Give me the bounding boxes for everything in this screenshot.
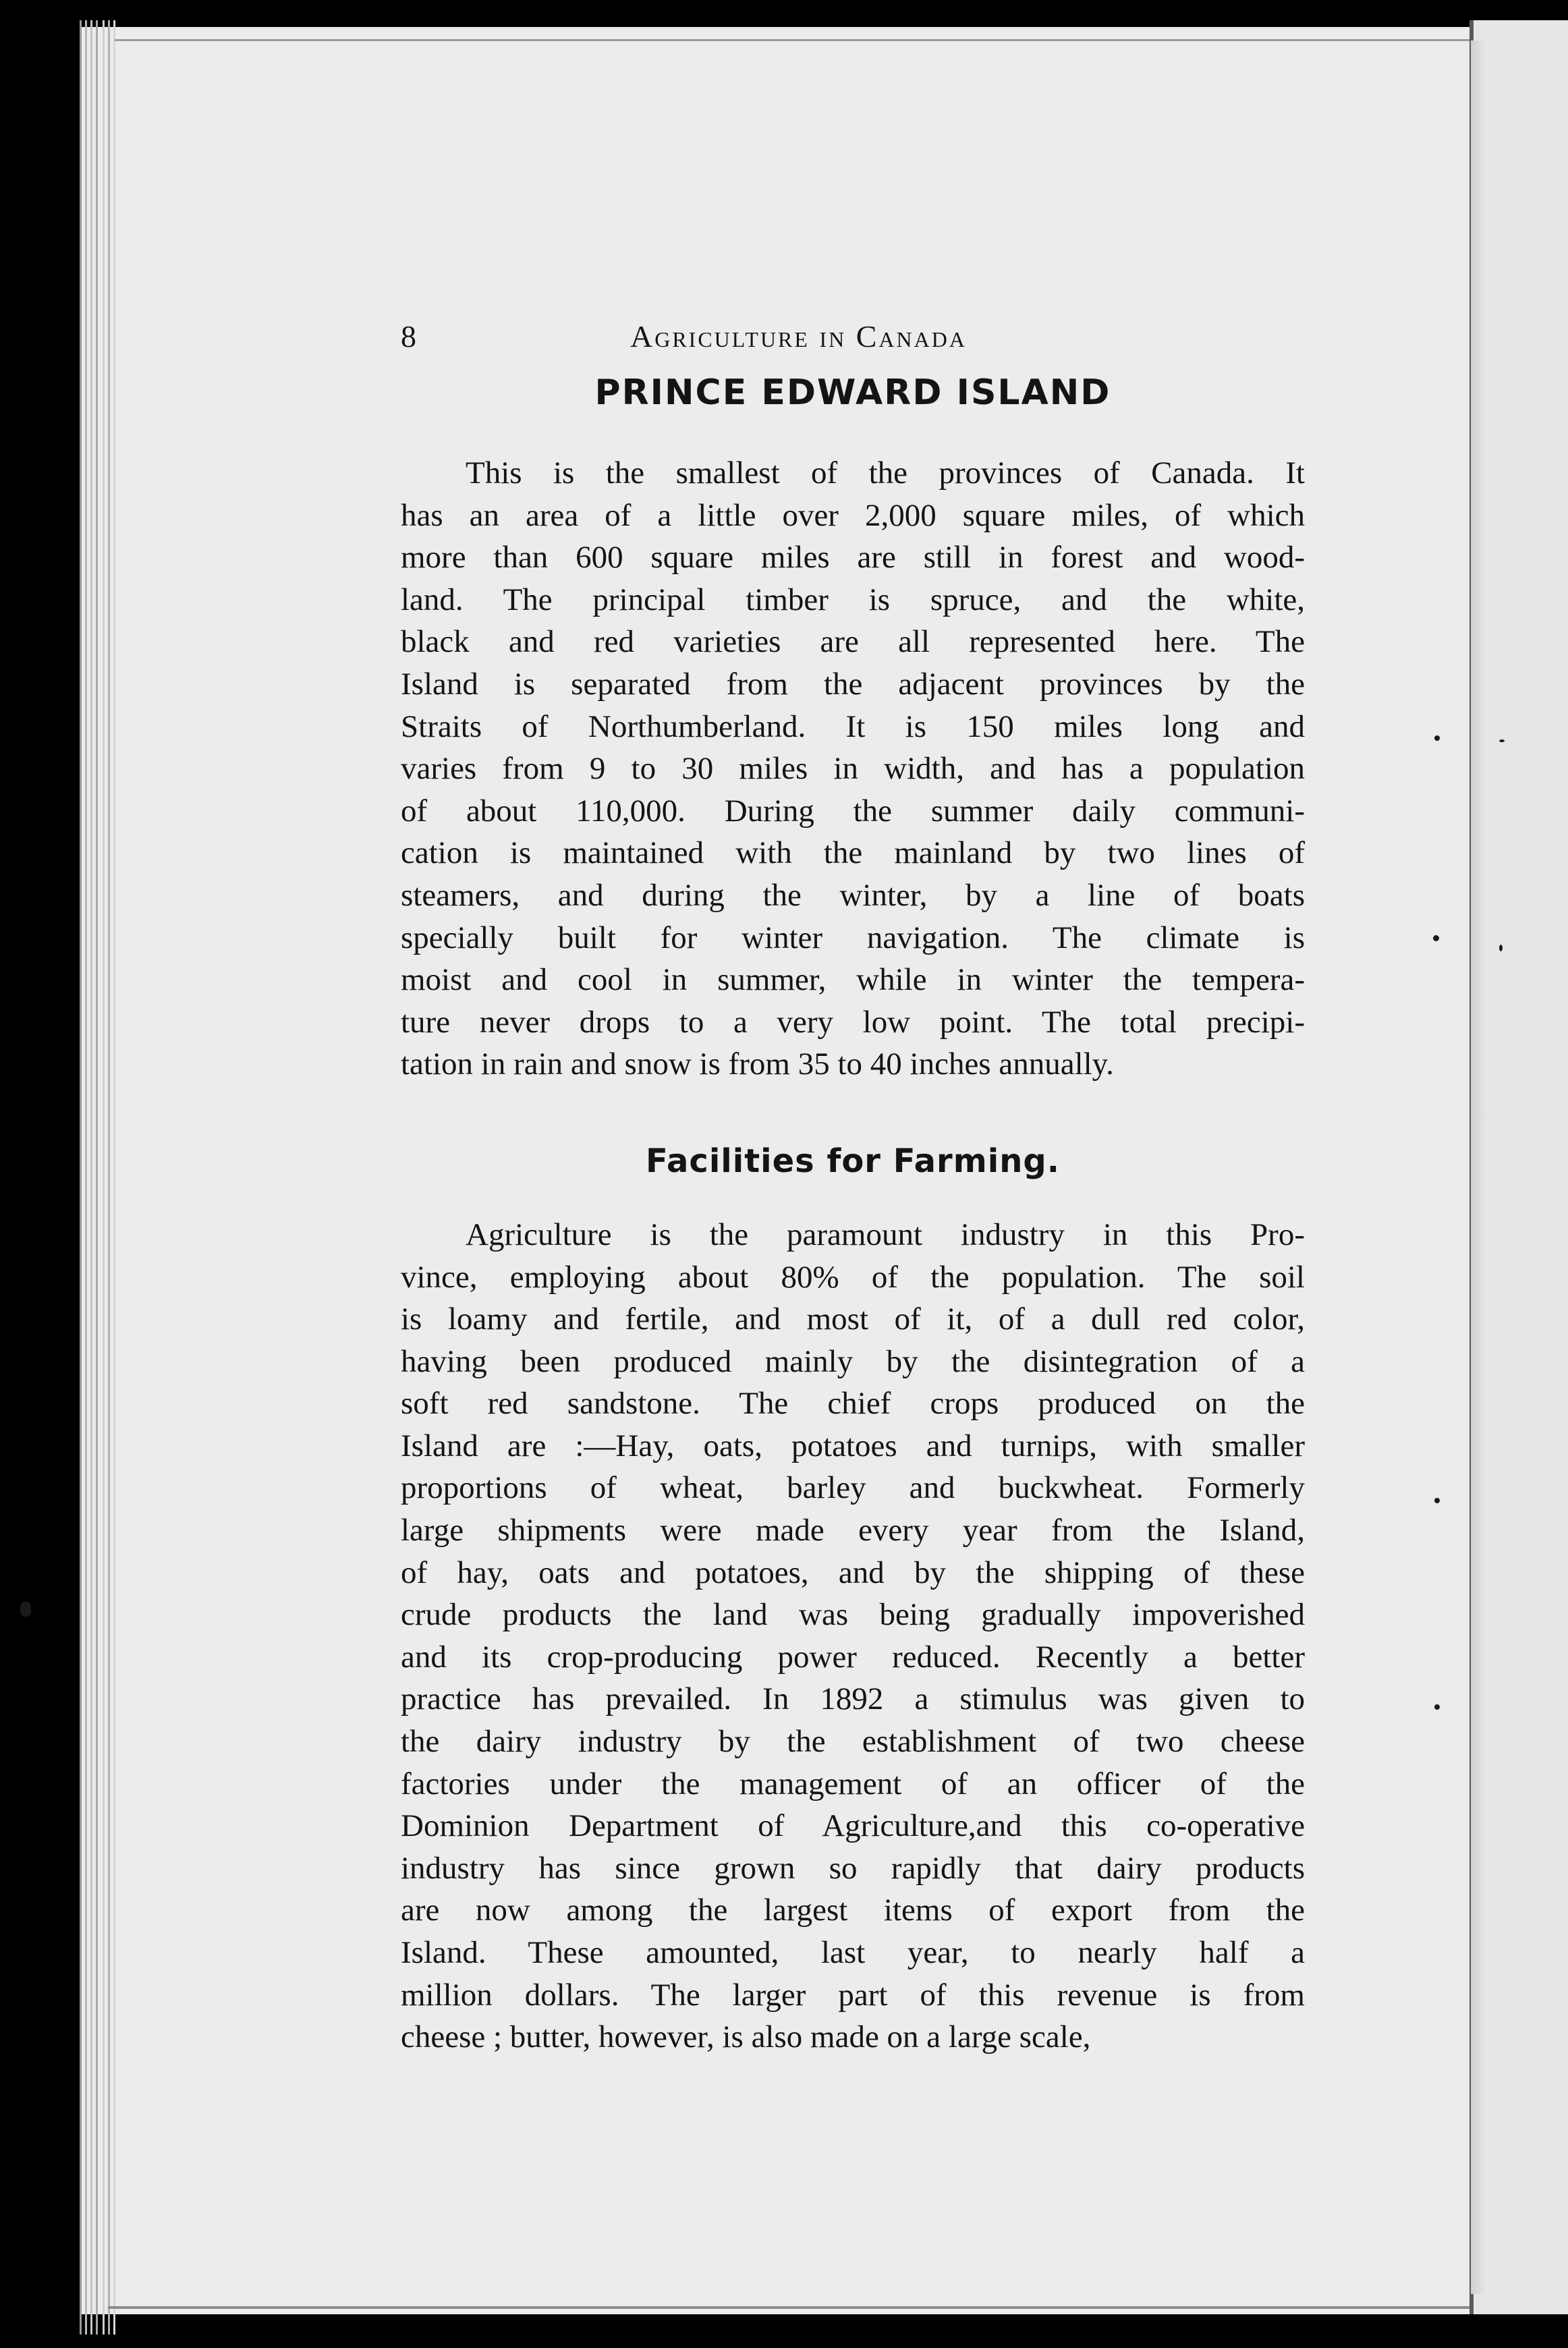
text-line: black and red varieties are all represented here. The [401,624,1305,660]
text-line: Agriculture is the paramount industry in this Pro- [466,1217,1305,1252]
gutter-shadow [1471,40,1486,2294]
text-line: crude products the land was being gradually impoverished [401,1597,1305,1633]
text-line: vince, employing about 80% of the population. The soil [401,1259,1305,1295]
text-line: million dollars. The larger part of this revenue is from [401,1977,1305,2013]
page-edge [103,20,105,2335]
text-line: proportions of wheat, barley and buckwheat. Formerly [401,1470,1305,1506]
scan-speck [1434,735,1440,741]
text-line: varies from 9 to 30 miles in width, and has a population [401,751,1305,787]
page-number: 8 [401,319,416,354]
text-line: Dominion Department of Agriculture,and this co-operative [401,1808,1305,1844]
text-line: Straits of Northumberland. It is 150 miles long and [401,708,1305,744]
page-edge [96,20,98,2335]
text-line: of about 110,000. During the summer daily communi- [401,793,1305,829]
bottom-border-line [108,2306,1507,2309]
text-line: soft red sandstone. The chief crops produced on the [401,1386,1305,1422]
scan-speck [1434,1704,1440,1710]
text-line: having been produced mainly by the disintegration of a [401,1343,1305,1379]
text-line: ture never drops to a very low point. The total precipi- [401,1004,1305,1040]
text-line: the dairy industry by the establishment of two cheese [401,1724,1305,1760]
running-head [401,316,1305,364]
intro-paragraph [401,452,1305,1086]
text-line: and its crop-producing power reduced. Recently a better [401,1639,1305,1675]
text-line: This is the smallest of the provinces of Canada. It [466,455,1305,491]
text-line: has an area of a little over 2,000 square miles, of which [401,497,1305,533]
text-line: industry has since grown so rapidly that dairy products [401,1850,1305,1886]
top-border-line [115,39,1487,41]
text-line: is loamy and fertile, and most of it, of a dull red color, [401,1302,1305,1337]
text-line: cation is maintained with the mainland by two lines of [401,835,1305,871]
page-edge [108,20,110,2335]
page-edge [90,20,92,2335]
text-line: are now among the largest items of export from the [401,1893,1305,1928]
page-edge [113,20,115,2335]
text-line: moist and cool in summer, while in winter the tempera- [401,962,1305,998]
scan-speck [1499,945,1503,951]
text-line: of hay, oats and potatoes, and by the shipping of these [401,1555,1305,1590]
text-line: tation in rain and snow is from 35 to 40 inches annually. [401,1046,1114,1082]
text-line: large shipments were made every year from the Island, [401,1513,1305,1548]
running-title: Agriculture in Canada [630,319,967,354]
scan-speck [1433,935,1439,941]
text-line: more than 600 square miles are still in forest and wood- [401,540,1305,576]
text-line: Island is separated from the adjacent provinces by the [401,666,1305,702]
page-edge [80,20,82,2335]
subheading: Facilities for Farming. [646,1142,1060,1180]
scan-speck [20,1602,31,1617]
section-title: PRINCE EDWARD ISLAND [594,372,1111,413]
text-line: cheese ; butter, however, is also made on a large scale, [401,2019,1091,2055]
scan-speck [1434,1498,1440,1503]
farming-paragraph [401,1214,1305,2059]
text-line: steamers, and during the winter, by a line of boats [401,877,1305,913]
scan-speck [1499,739,1505,742]
text-line: Island. These amounted, last year, to nearly half a [401,1935,1305,1970]
page-content [401,316,1305,2059]
page-edge [85,20,87,2335]
text-line: factories under the management of an officer of the [401,1766,1305,1801]
text-line: practice has prevailed. In 1892 a stimulus was given to [401,1681,1305,1717]
text-line: land. The principal timber is spruce, and the white, [401,582,1305,617]
text-line: Island are :—Hay, oats, potatoes and turnips, with smaller [401,1428,1305,1463]
text-line: specially built for winter navigation. The climate is [401,920,1305,955]
